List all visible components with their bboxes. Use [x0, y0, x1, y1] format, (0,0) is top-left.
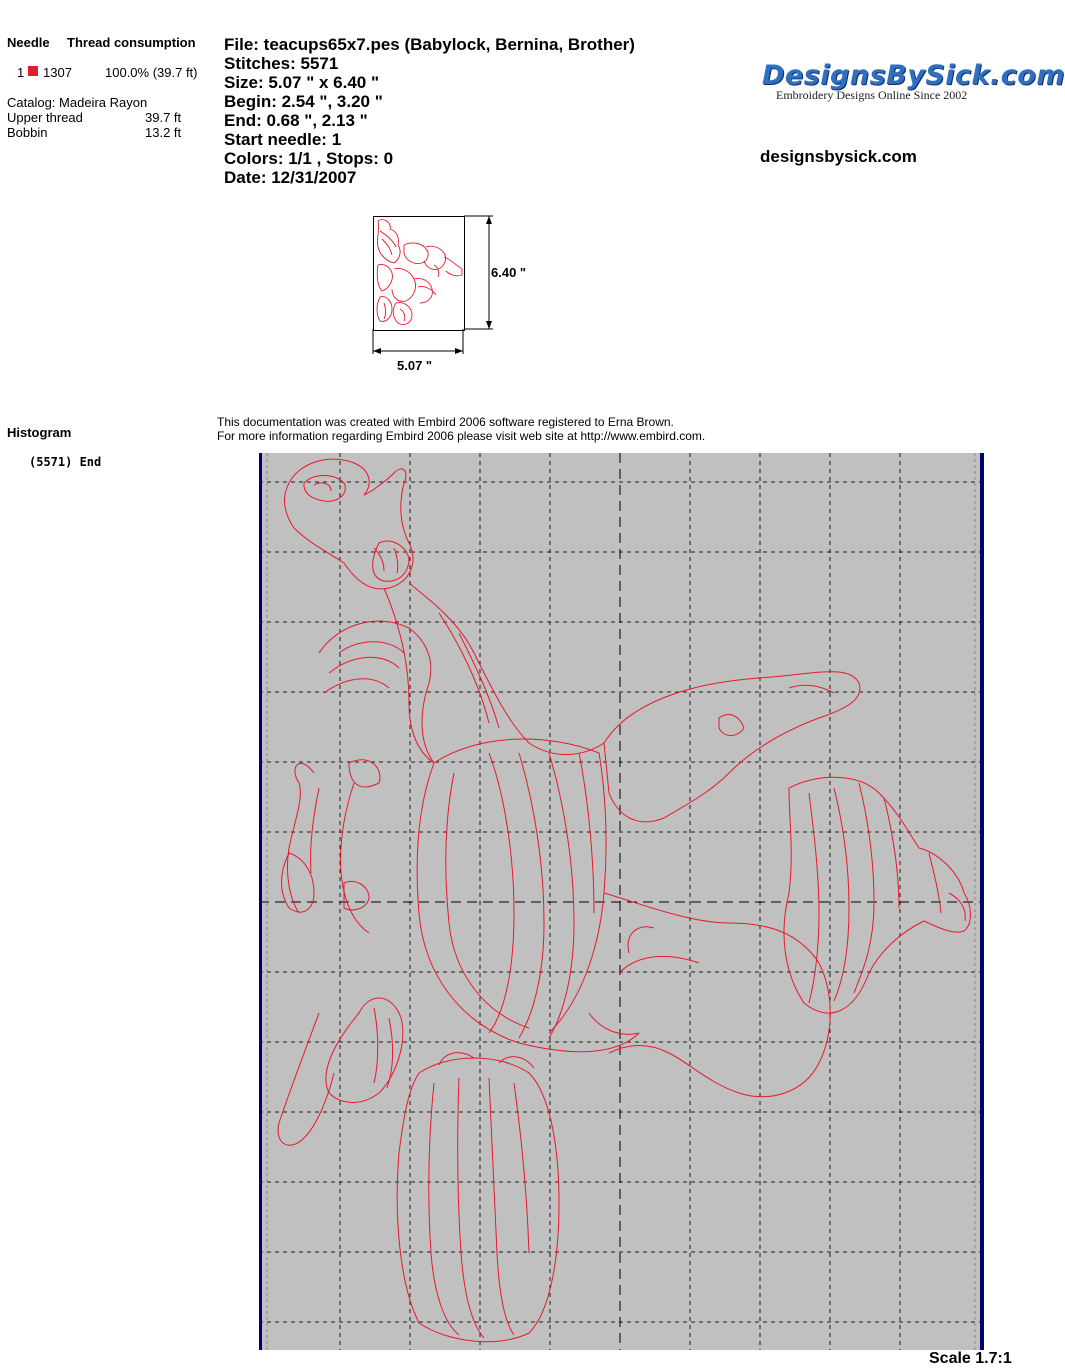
scale-label: Scale 1.7:1	[929, 1350, 1012, 1367]
upper-thread-label: Upper thread	[7, 110, 83, 125]
bobbin-label: Bobbin	[7, 125, 48, 140]
thumbnail-width-label: 5.07 "	[397, 358, 433, 373]
thumbnail-height-label: 6.40 "	[491, 265, 527, 280]
catalog-label: Catalog: Madeira Rayon	[7, 95, 148, 110]
brand-website: designsbysick.com	[760, 147, 917, 166]
bobbin-value: 13.2 ft	[145, 125, 182, 140]
colors-stops: Colors: 1/1 , Stops: 0	[224, 149, 394, 168]
start-needle: Start needle: 1	[224, 130, 342, 149]
thread-consumption-header: Thread consumption	[67, 35, 196, 50]
thread-code: 1307	[43, 65, 72, 80]
needle-header: Needle	[7, 35, 50, 50]
end-position: End: 0.68 ", 2.13 "	[224, 111, 368, 130]
credits-line-2: For more information regarding Embird 2006 please visit web site at http://www.embird.com.	[217, 429, 706, 443]
design-size: Size: 5.07 " x 6.40 "	[224, 73, 380, 92]
histogram-title: Histogram	[7, 425, 72, 440]
hoop-left-border	[259, 453, 262, 1350]
brand-tagline: Embroidery Designs Online Since 2002	[776, 88, 968, 102]
embroidery-outline	[278, 459, 970, 1342]
thumbnail-dimension-lines	[373, 214, 503, 354]
upper-thread-value: 39.7 ft	[145, 110, 182, 125]
credits-line-1: This documentation was created with Embird 2006 software registered to Erna Brown.	[217, 415, 674, 429]
thread-color-swatch	[28, 66, 38, 76]
design-canvas	[259, 453, 984, 1350]
file-name: File: teacups65x7.pes (Babylock, Bernina, Brother)	[224, 35, 635, 54]
needle-number: 1	[17, 65, 25, 80]
begin-position: Begin: 2.54 ", 3.20 "	[224, 92, 383, 111]
design-date: Date: 12/31/2007	[224, 168, 357, 187]
stitch-count: Stitches: 5571	[224, 54, 339, 73]
thread-percent: 100.0% (39.7 ft)	[105, 65, 198, 80]
brand-logo: DesignsBySick.com	[762, 60, 1065, 91]
design-grid	[259, 453, 984, 1350]
hoop-right-border	[980, 453, 984, 1350]
histogram-entry: (5571) End	[29, 455, 102, 469]
